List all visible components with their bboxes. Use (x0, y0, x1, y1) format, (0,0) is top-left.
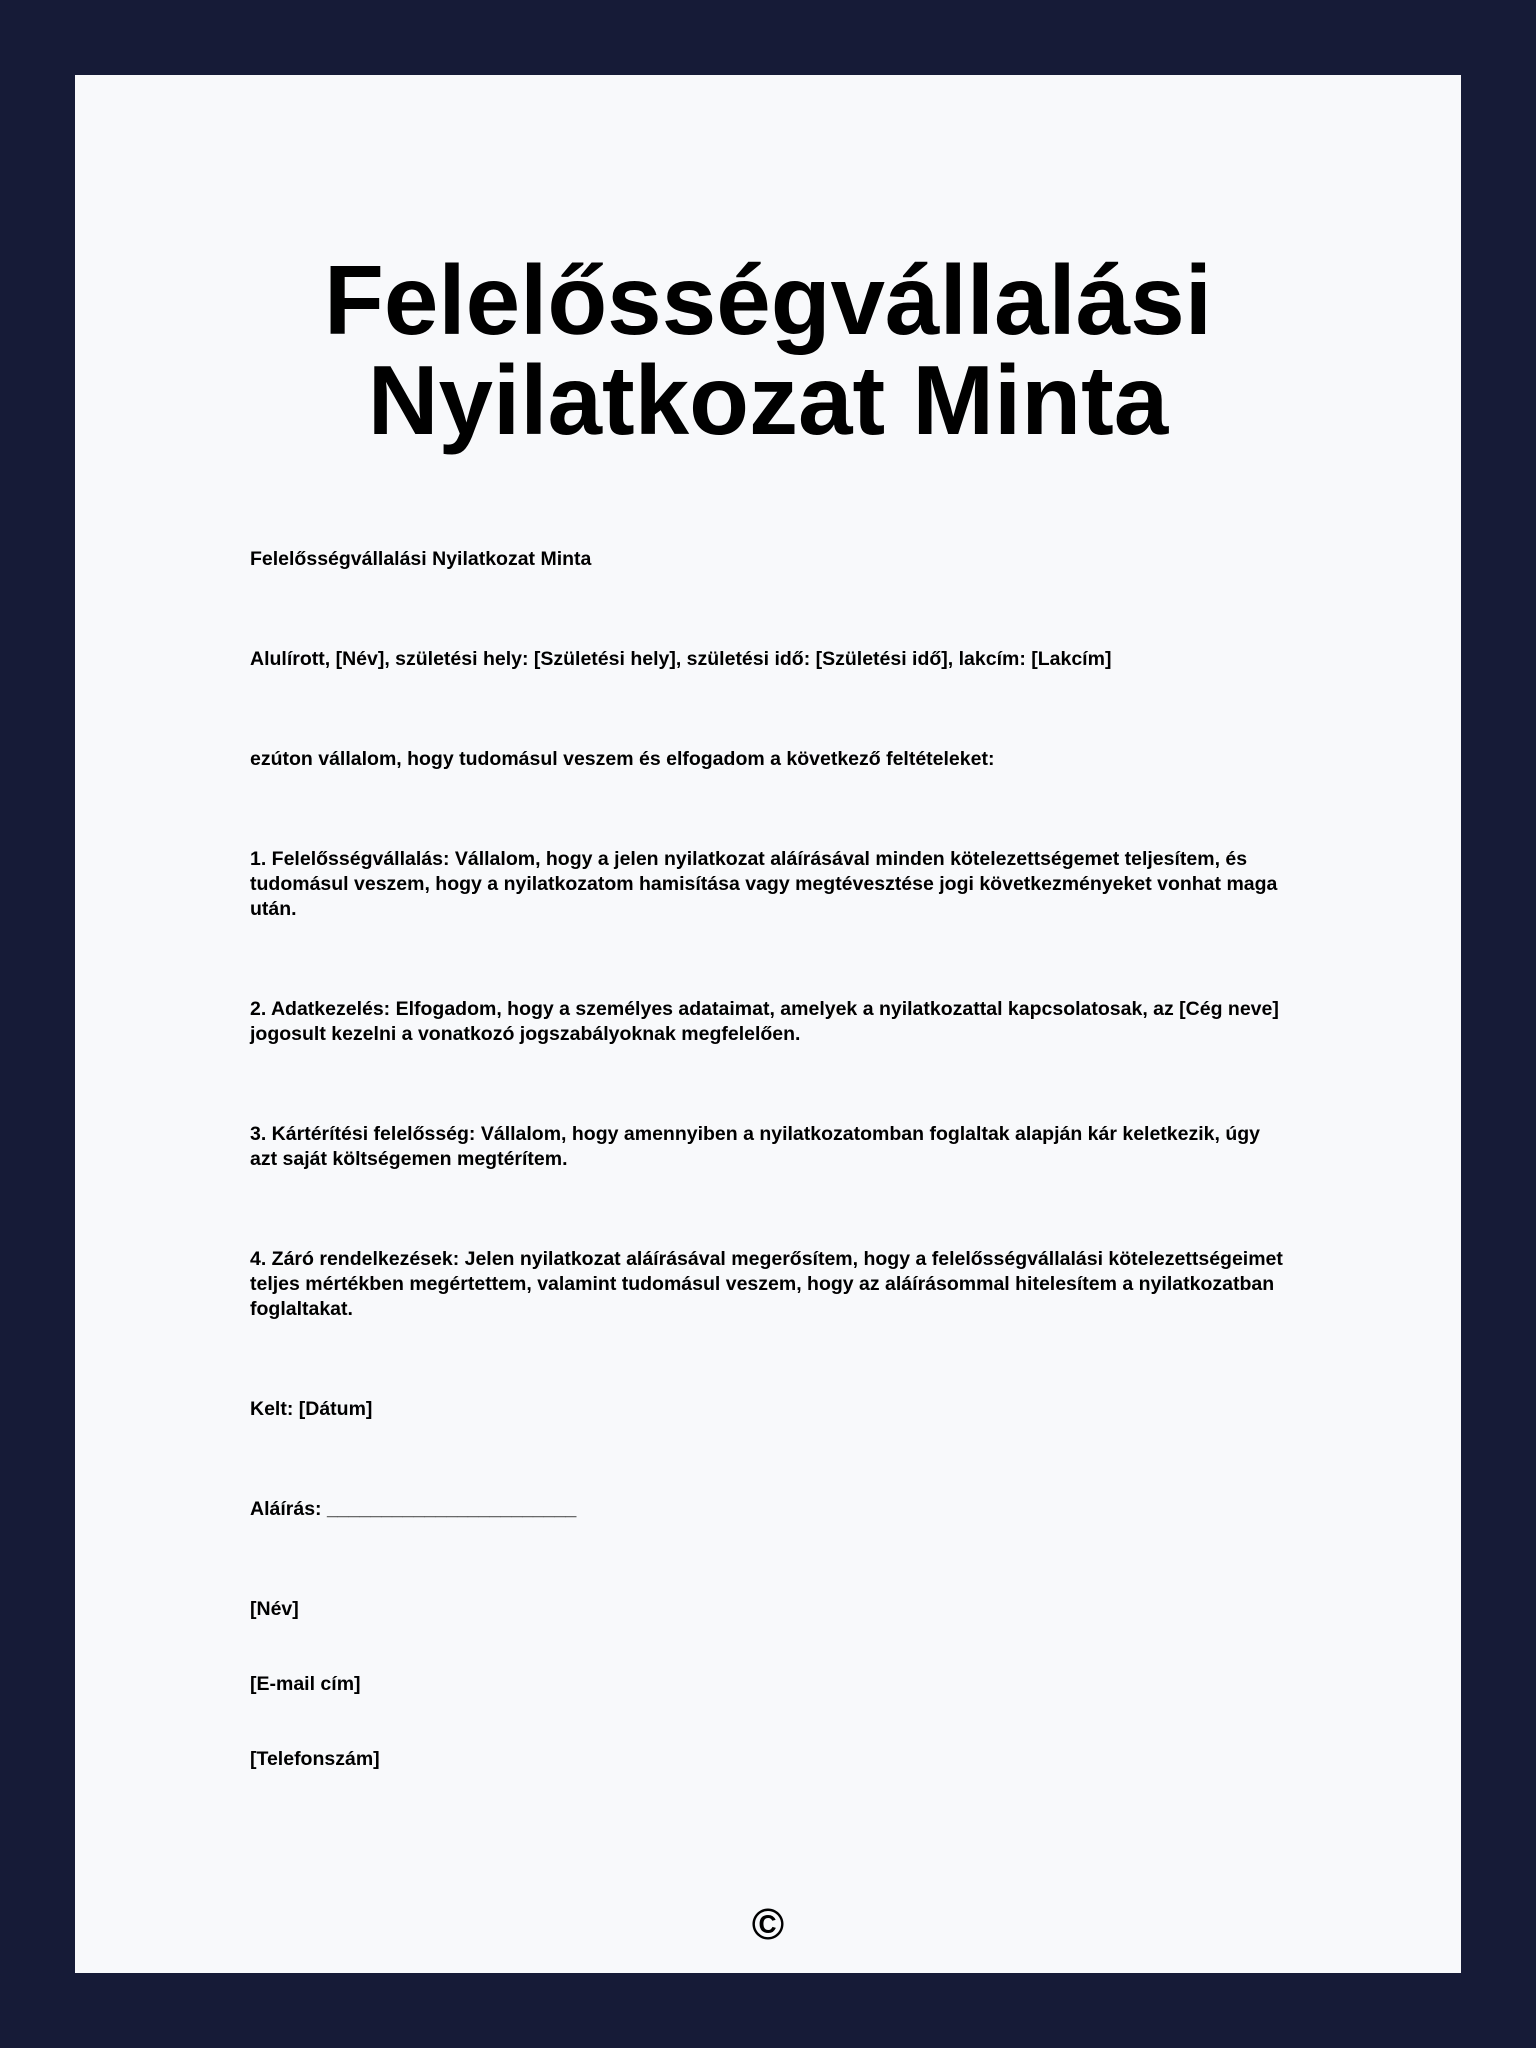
clause-responsibility: 1. Felelősségvállalás: Vállalom, hogy a jelen nyilatkozat aláírásával minden kötelezettségemet teljesítem, és tudomásul veszem, hogy a nyilatkozatom hamisítása vagy megtévesztése jogi következményeket vonhat maga után. (250, 848, 1278, 920)
clause-data-processing: 2. Adatkezelés: Elfogadom, hogy a személyes adataimat, amelyek a nyilatkozattal kapcsolatosak, az [Cég neve] jogosult kezelni a vonatkozó jogszabályoknak megfelelően. (250, 998, 1279, 1045)
copyright-icon: © (751, 1900, 785, 1949)
document-page (75, 75, 1461, 1973)
clause-damages: 3. Kártérítési felelősség: Vállalom, hogy amennyiben a nyilatkozatomban foglaltak alapján kár keletkezik, úgy azt saját költségemen megtérítem. (250, 1123, 1261, 1170)
document-title (75, 245, 1461, 455)
email-placeholder: [E-mail cím] (250, 1673, 361, 1695)
document-subtitle: Felelősségvállalási Nyilatkozat Minta (250, 548, 592, 570)
document-title-line-2: Nyilatkozat Minta (367, 345, 1169, 455)
clause-closing-provisions: 4. Záró rendelkezések: Jelen nyilatkozat aláírásával megerősítem, hogy a felelősségvállalási kötelezettségeimet teljes mértékben megértettem, valamint tudomásul veszem, hogy az aláírásommal hitelesítem a nyilatkozatban foglaltakat. (250, 1248, 1283, 1320)
commitment-paragraph: ezúton vállalom, hogy tudomásul veszem és elfogadom a következő feltételeket: (250, 748, 995, 770)
document-title-line-1: Felelősségvállalási (324, 245, 1212, 355)
signature-line: Aláírás: _______________________ (250, 1498, 577, 1520)
intro-paragraph: Alulírott, [Név], születési hely: [Születési hely], születési idő: [Születési idő], lakcím: [Lakcím] (250, 648, 1112, 670)
name-placeholder: [Név] (250, 1598, 299, 1620)
phone-placeholder: [Telefonszám] (250, 1748, 380, 1770)
date-line: Kelt: [Dátum] (250, 1398, 373, 1420)
